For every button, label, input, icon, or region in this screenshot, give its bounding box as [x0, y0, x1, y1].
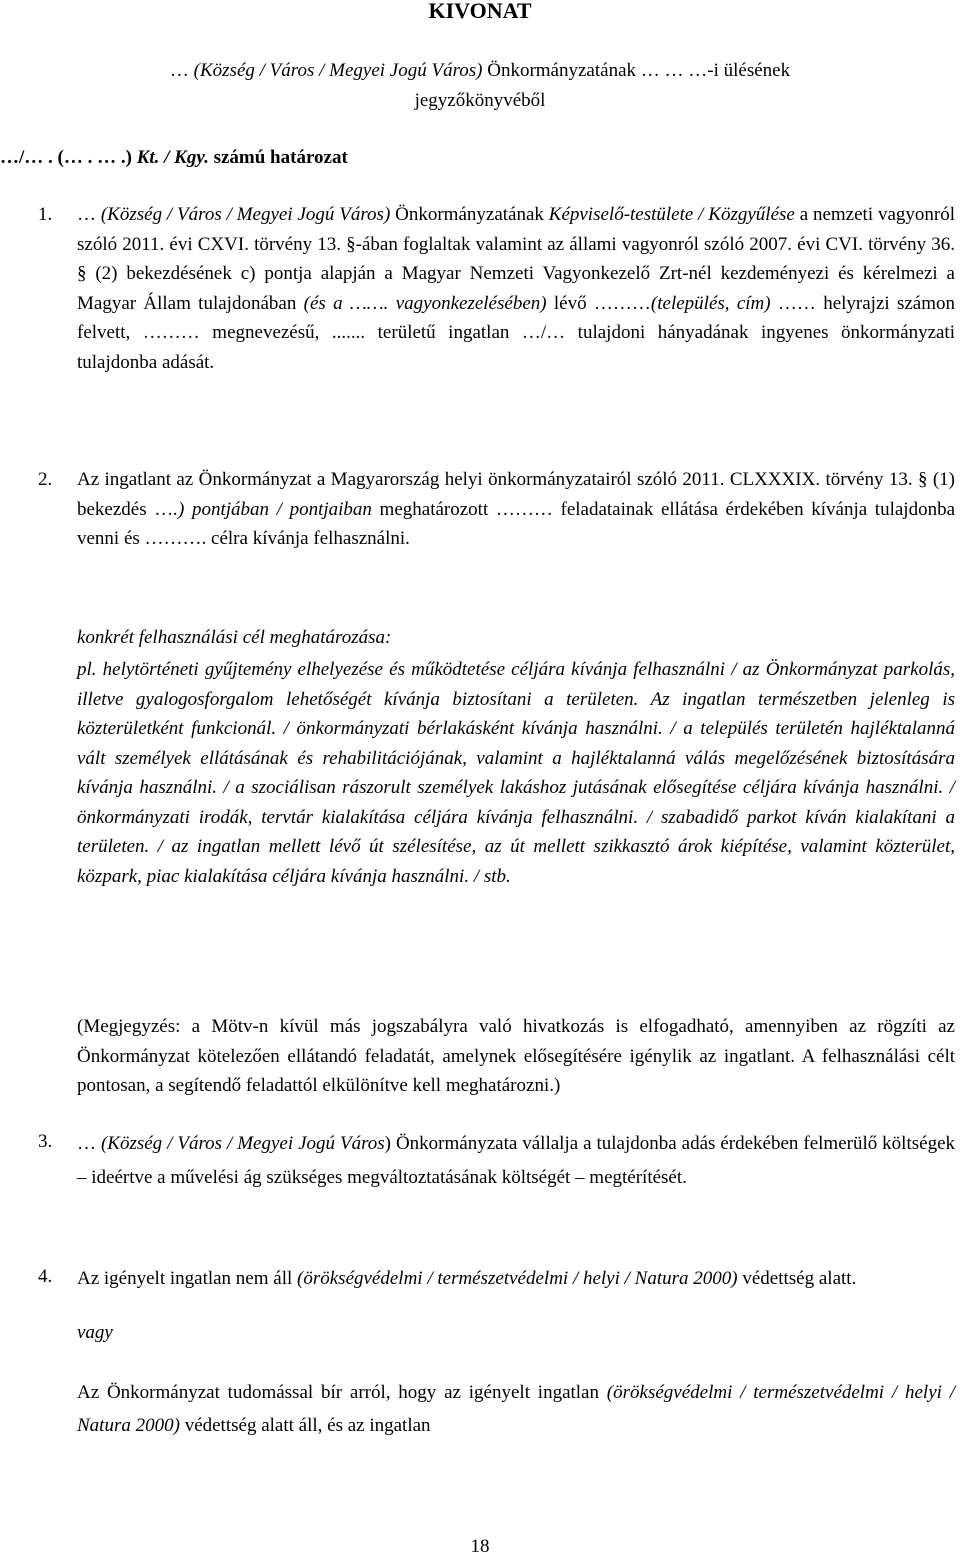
- resolution-item-4: [0, 1262, 955, 1296]
- resolution-body-type: Kt. / Kgy.: [136, 147, 209, 168]
- alternative-separator: vagy: [77, 1322, 113, 1343]
- text-run: …: [77, 1133, 101, 1154]
- text-run: védettség alatt áll, és az ingatlan: [179, 1415, 431, 1436]
- item-text: [77, 465, 955, 554]
- meeting-subtitle: [40, 56, 920, 116]
- text-run-italic: (örökségvédelmi / természetvédelmi / helyi / Natura 2000): [77, 1382, 955, 1436]
- text-run: ) Önkormányzata vállalja a tulajdonba adás érdekében felmerülő költségek – ideértve a művelési ág szükséges megváltoztatásának költségét – megtérítését.: [77, 1133, 955, 1188]
- resolution-num: …/… . (… . … .): [0, 147, 137, 168]
- purpose-examples: pl. helytörténeti gyűjtemény elhelyezése és működtetése céljára kívánja felhasználni / az Önkormányzat parkolás, illetve gyalogosforgalom lehetőségét kívánja biztosítani a területen. Az ingatlan természetben jelenleg is közterületként funkcionál. / önkormányzati bérlakásként kívánja használni. / a település területén hajléktalanná vált személyek ellátásának és rehabilitációjának, valamint a hajléktalanná válás megelőzésének biztosítására kívánja használni. / a szociálisan rászorult személyek lakáshoz jutásának elősegítése céljára kívánja használni. / önkormányzati irodák, tervtár kialakítása céljára kívánja felhasználni. / szabadidő parkot kíván kialakítani a területen. / az ingatlan mellett lévő út szélesítése, az út mellett szikkasztó árok kiépítése, valamint közterület, közpark, piac kialakítása céljára kívánja használni. / stb.: [77, 659, 955, 887]
- text-run-italic: (Község / Város / Megyei Jogú Város): [100, 204, 391, 225]
- subtitle-municipality-type: (Község / Város / Megyei Jogú Város): [193, 60, 483, 81]
- text-run: védettség alatt.: [737, 1268, 857, 1289]
- item-number: 4.: [38, 1266, 53, 1287]
- subtitle-prefix: …: [169, 60, 189, 81]
- page-number: 18: [470, 1536, 490, 1557]
- resolution-item-1: [0, 200, 955, 377]
- document-title: KIVONAT: [428, 0, 532, 23]
- text-run-italic: .) pontjában / pontjaiban: [173, 498, 372, 520]
- text-run-italic: (örökségvédelmi / természetvédelmi / helyi / Natura 2000): [297, 1268, 738, 1289]
- text-run: lévő ………: [546, 292, 651, 314]
- item-text: [77, 1127, 955, 1195]
- item-text: [77, 200, 955, 377]
- text-run-italic: (Község / Város / Megyei Jogú Város: [100, 1133, 385, 1154]
- text-run: Az igényelt ingatlan nem áll: [77, 1268, 298, 1289]
- text-run: …… helyrajzi számon felvett, ……… megnevezésű, ....... területű ingatlan …/… tulajdoni hányadának ingyenes önkormányzati tulajdonba adását.: [77, 292, 955, 373]
- text-run-italic: (település, cím): [650, 292, 771, 314]
- item-number: 3.: [38, 1131, 53, 1152]
- text-run: Az Önkormányzat tudomással bír arról, hogy az igényelt ingatlan: [77, 1382, 607, 1403]
- purpose-heading: konkrét felhasználási cél meghatározása:: [77, 627, 392, 648]
- text-run-italic: (és a ……. vagyonkezelésében): [303, 292, 547, 314]
- text-run: Az ingatlant az Önkormányzat a Magyarország helyi önkormányzatairól szóló 2011. CLXXXIX. törvény 13. § (1) bekezdés …: [77, 469, 955, 520]
- text-run: Önkormányzatának: [390, 204, 549, 225]
- resolution-item-2: [0, 465, 955, 554]
- text-run-italic: Képviselő-testülete / Közgyűlése: [548, 204, 795, 225]
- text-run: …: [77, 204, 101, 225]
- resolution-label: számú határozat: [208, 147, 348, 168]
- purpose-note: (Megjegyzés: a Mötv-n kívül más jogszabályra való hivatkozás is elfogadható, amennyiben az rögzíti az Önkormányzat kötelezően ellátandó feladatát, amelynek elősegítésére igénylik az ingatlant. A felhasználási célt pontosan, a segítendő feladattól elkülönítve kell meghatározni.): [77, 1016, 955, 1096]
- alternative-statement: [77, 1376, 955, 1442]
- resolution-number: [0, 143, 348, 173]
- text-run: a nemzeti vagyonról szóló 2011. évi CXVI. törvény 13. §-ában foglaltak valamint az állami vagyonról szóló 2007. évi CVI. törvény 36. § (2) bekezdésének c) pontja alapján a Magyar Nemzeti Vagyonkezelő Zrt-nél kezdeményezi és kérelmezi a Magyar Állam tulajdonában: [77, 204, 955, 314]
- subtitle-rest: Önkormányzatának … … …-i ülésének: [482, 60, 791, 81]
- text-run: meghatározott ……… feladatainak ellátása érdekében kívánja tulajdonba venni és ………. célra kívánja felhasználni.: [77, 498, 955, 549]
- item-text: [77, 1262, 955, 1296]
- subtitle-line2: jegyzőkönyvéből: [414, 90, 546, 111]
- item-number: 2.: [38, 469, 53, 490]
- item-number: 1.: [38, 204, 53, 225]
- resolution-item-3: [0, 1127, 955, 1195]
